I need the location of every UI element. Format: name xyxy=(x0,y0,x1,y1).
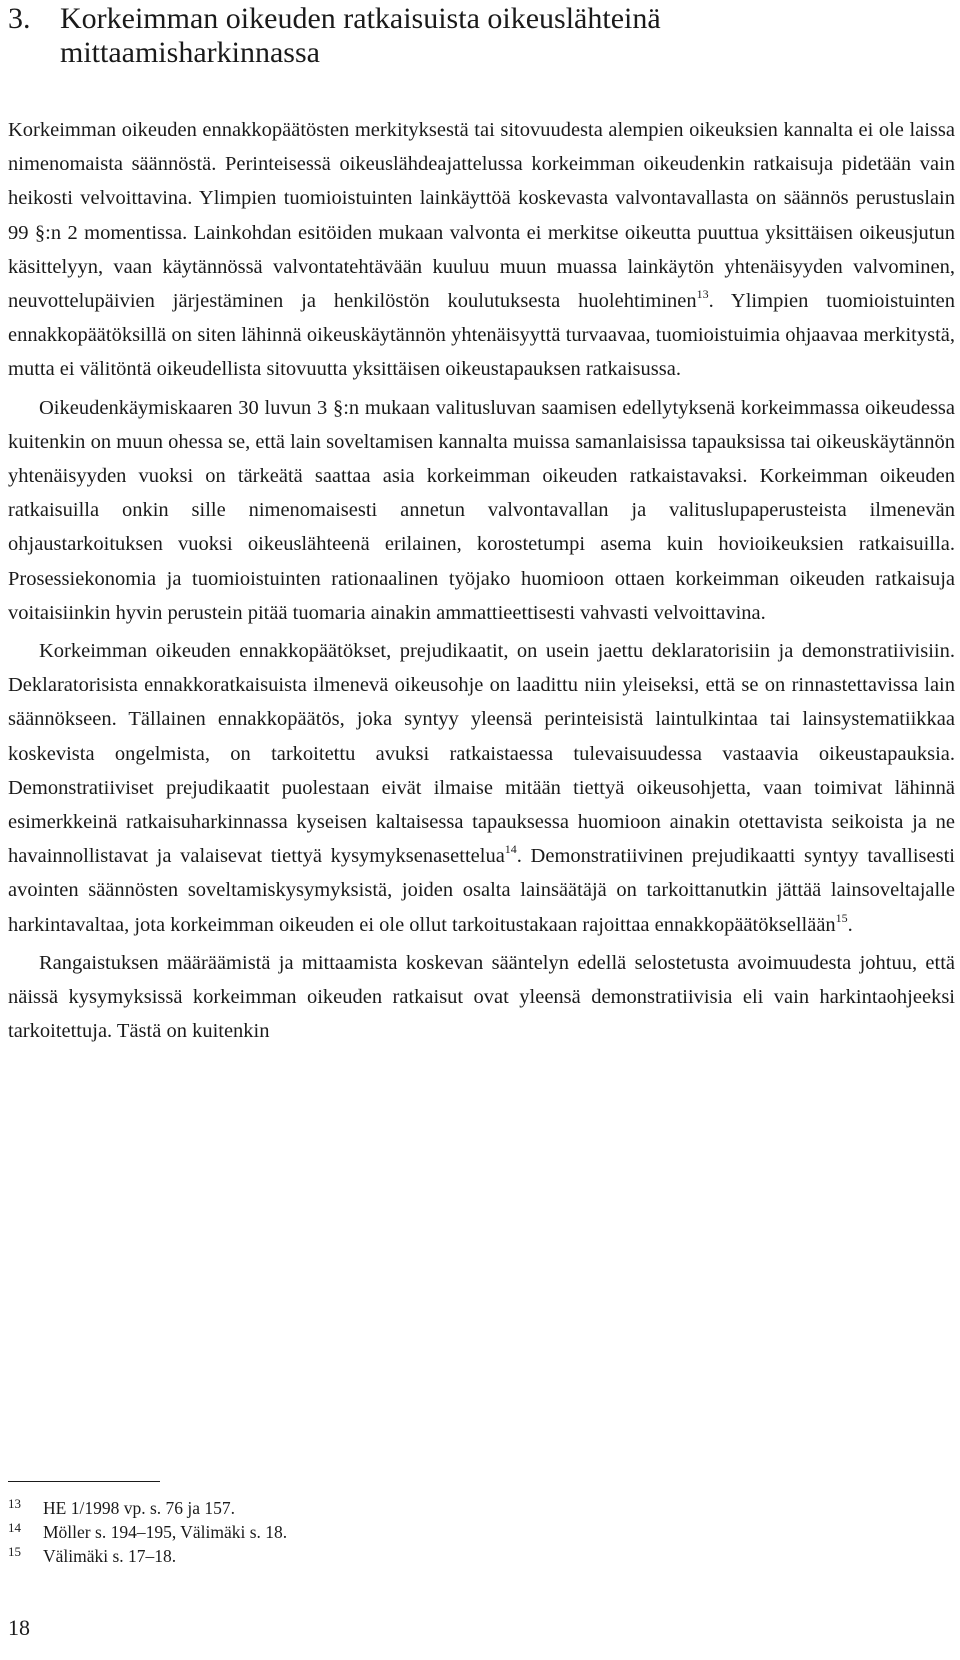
footnotes xyxy=(8,1496,908,1568)
page-number: 18 xyxy=(8,1615,30,1640)
section-title xyxy=(60,2,958,70)
footnote-14 xyxy=(8,1520,908,1544)
paragraph-4: Rangaistuksen määräämistä ja mittaamista koskevan sääntelyn edellä selostetusta avoimuudesta johtuu, että näissä kysymyksissä korkeimman oikeuden ratkaisut ovat yleensä demonstratiivisia eli vain harkintaohjeeksi tarkoitettuja. Tästä on kuitenkin xyxy=(8,951,955,1043)
footnote-text: HE 1/1998 vp. s. 76 ja 157. xyxy=(43,1498,236,1518)
paragraph-2: Oikeudenkäymiskaaren 30 luvun 3 §:n mukaan valitusluvan saamisen edellytyksenä korkeimmassa oikeudessa kuitenkin on muun ohessa se, että lain soveltamisen kannalta muissa samanlaisissa tapauksissa tai oikeuskäytännön yhtenäisyyden vuoksi on tärkeätä saattaa asia korkeimman oikeuden ratkaistavaksi. Korkeimman oikeuden ratkaisuilla onkin sille nimenomaisesti annetun valvontavallan ja valituslupaperusteista ilmenevän ohjaustarkoituksen vuoksi oikeuslähteenä erilainen, korostetumpi asema kuin hovioikeuksien ratkaisuilla. Prosessiekonomia ja tuomioistuinten rationaalinen työjako huomioon ottaen korkeimman oikeuden ratkaisuja voitaisiinkin hyvin perustein pitää tuomaria ainakin ammattieettisesti vahvasti velvoittavina. xyxy=(8,396,955,624)
footnote-number: 13 xyxy=(8,1496,21,1511)
paragraph-3-text-end: . xyxy=(847,913,853,936)
footnote-text: Möller s. 194–195, Välimäki s. 18. xyxy=(43,1522,288,1542)
paragraph-1-text: Korkeimman oikeuden ennakkopäätösten merkityksestä tai sitovuudesta alempien oikeuksien kannalta ei ole laissa nimenomaista säännöstä. Perinteisessä oikeuslähdeajattelussa korkeimman oikeudenkin ratkaisuja pidetään vain heikosti velvoittavina. Ylimpien tuomioistuinten lainkäyttöä koskevasta valvontavallasta on säännös perustuslain 99 §:n 2 momentissa. Lainkohdan esitöiden mukaan valvonta ei merkitse oikeutta puuttua yksittäisen oikeusjutun käsittelyyn, vaan käytännössä valvontatehtävään kuuluu muun muassa lainkäytön yhtenäisyyden valvominen, neuvottelupäivien järjestäminen ja henkilöstön koulutuksesta huolehtiminen xyxy=(8,119,955,313)
footnote-text: Välimäki s. 17–18. xyxy=(43,1546,177,1566)
footnote-ref-15: 15 xyxy=(835,910,848,925)
document-page xyxy=(8,0,958,1640)
section-heading xyxy=(8,2,958,70)
paragraph-3 xyxy=(8,634,955,942)
paragraph-1-text-cont: . Ylimpien tuomioistuinten ennakkopäätöksillä on siten lähinnä oikeuskäytännön yhtenäisyyttä turvaavaa, tuomioistuimia ohjaavaa merkitystä, mutta ei välitöntä oikeudellista sitovuutta yksittäisen oikeustapauksen ratkaisussa. xyxy=(8,290,955,381)
section-title-line-2: mittaamisharkinnassa xyxy=(60,36,320,69)
body-text xyxy=(8,113,955,1048)
section-title-line-1: Korkeimman oikeuden ratkaisuista oikeuslähteinä xyxy=(60,2,661,35)
footnote-number: 15 xyxy=(8,1544,21,1559)
footnote-ref-13: 13 xyxy=(696,287,709,302)
footnote-13 xyxy=(8,1496,908,1520)
footnote-divider xyxy=(8,1481,160,1482)
paragraph-3-text: Korkeimman oikeuden ennakkopäätökset, prejudikaatit, on usein jaettu deklaratorisiin ja demonstratiivisiin. Deklaratorisista ennakkoratkaisuista ilmenevä oikeusohje on laadittu niin yleiseksi, että se on rinnastettavissa lain säännökseen. Tällainen ennakkopäätös, joka syntyy yleensä perinteisistä laintulkintaa tai lainsystematiikkaa koskevista ongelmista, on tarkoitettu avuksi ratkaistaessa tulevaisuudessa vastaavia oikeustapauksia. Demonstratiiviset prejudikaatit puolestaan eivät ilmaise mitään tiettyä oikeusohjetta, vaan toimivat lähinnä esimerkkeinä ratkaisuharkinnassa kyseisen kaltaisessa tapauksessa huomioon ainakin otettavista seikoista ja ne havainnollistavat ja valaisevat tiettyä kysymyksenasettelua xyxy=(8,640,955,868)
paragraph-1 xyxy=(8,113,955,387)
paragraph-3-text-cont: . Demonstratiivinen prejudikaatti syntyy tavallisesti avointen säännösten soveltamiskysymyksistä, joiden osalta lainsäätäjä on tarkoittanutkin jättää lainsoveltajalle harkintavaltaa, jota korkeimman oikeuden ei ole ollut tarkoitustakaan rajoittaa ennakkopäätöksellään xyxy=(8,845,955,936)
footnote-ref-14: 14 xyxy=(504,842,517,857)
footnote-number: 14 xyxy=(8,1520,21,1535)
section-number: 3. xyxy=(8,2,31,35)
footnote-15 xyxy=(8,1544,908,1568)
